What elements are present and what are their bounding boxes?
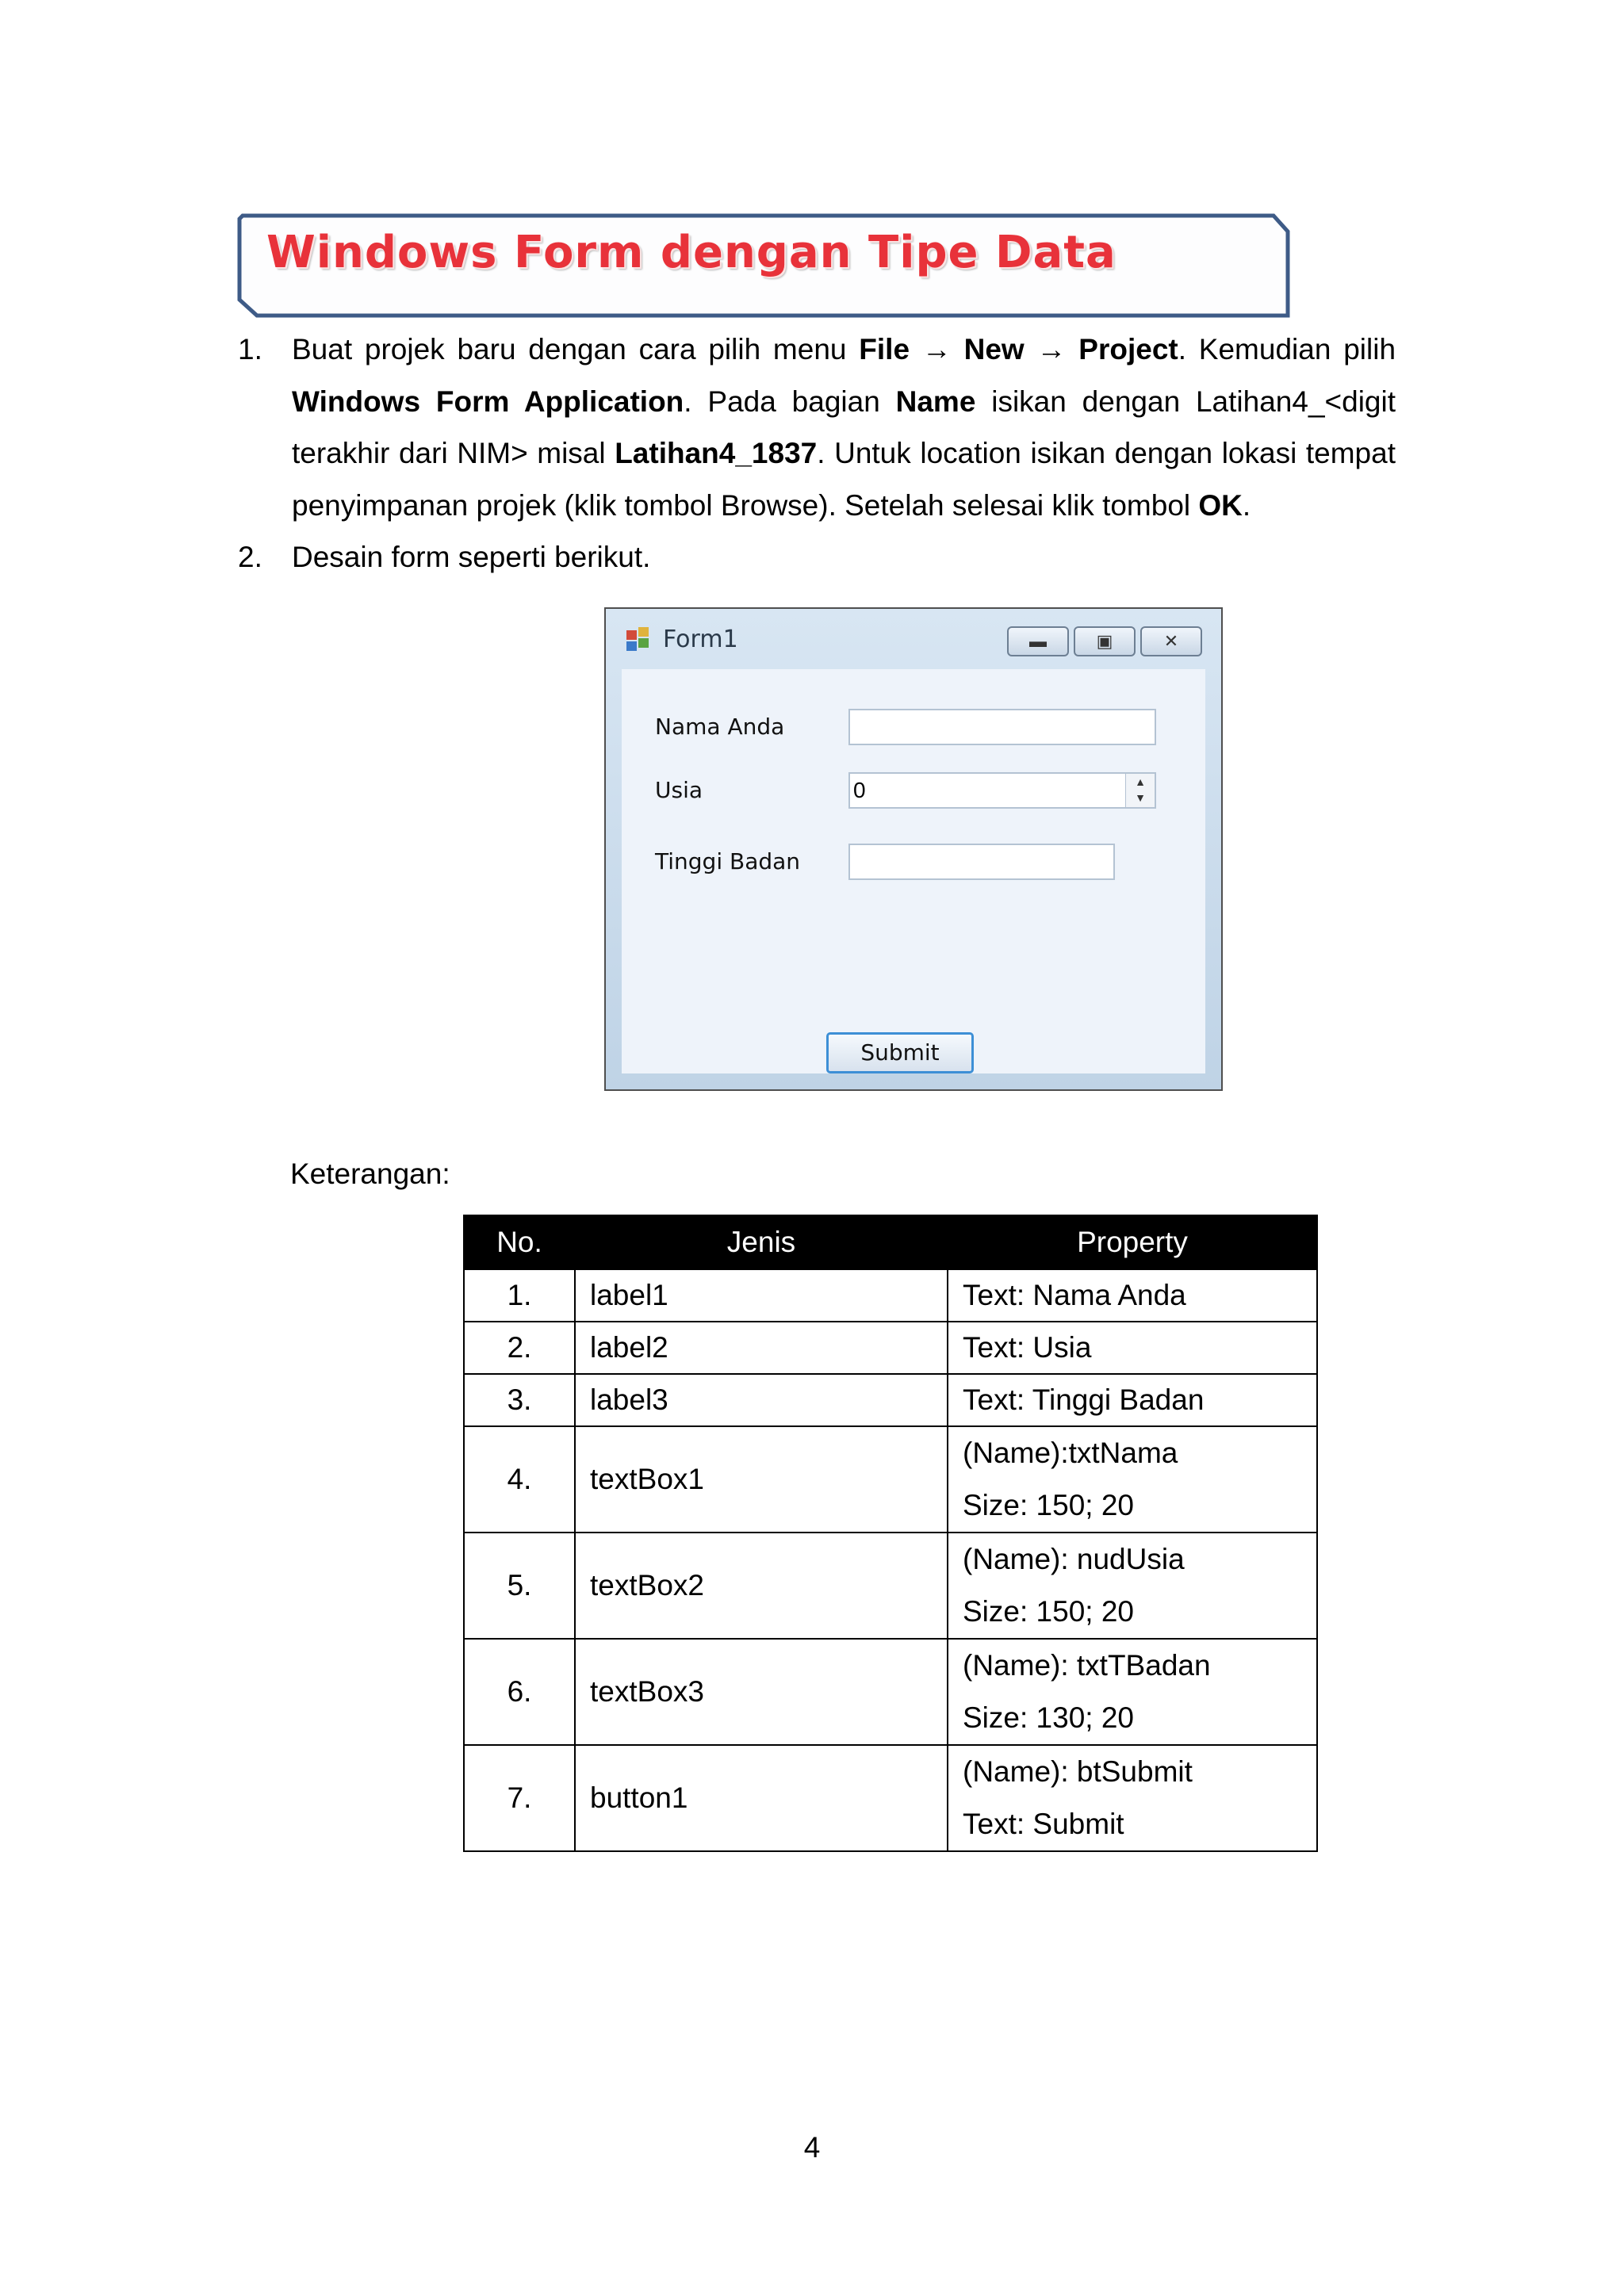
table-row: 3. label3 Text: Tinggi Badan	[464, 1374, 1317, 1426]
table-row: 5. textBox2 (Name): nudUsia Size: 150; 20	[464, 1533, 1317, 1639]
header-property: Property	[948, 1215, 1317, 1269]
keterangan-label: Keterangan:	[290, 1158, 450, 1190]
txtnama-input[interactable]	[848, 709, 1156, 745]
submit-button[interactable]: Submit	[826, 1032, 974, 1073]
table-row: 7. button1 (Name): btSubmit Text: Submit	[464, 1745, 1317, 1851]
list-item: 1. Buat projek baru dengan cara pilih menu File → New → Project. Kemudian pilih Windows Form Application. Pada bagian Name isikan dengan Latihan4_<digit terakhir dari NIM> misal Latihan4_1837. Untuk location isikan dengan lokasi tempat penyimpanan projek (klik tombol Browse). Setelah selesai klik tombol OK.	[238, 323, 1396, 531]
minimize-icon[interactable]: ▬	[1007, 626, 1069, 656]
header-jenis: Jenis	[575, 1215, 948, 1269]
list-number: 2.	[238, 541, 262, 573]
spin-buttons[interactable]	[1125, 774, 1155, 807]
txttbadan-input[interactable]	[848, 844, 1115, 880]
table-header-row	[464, 1215, 1317, 1269]
label-nama: Nama Anda	[655, 714, 785, 740]
nudusia-stepper[interactable]	[848, 772, 1156, 809]
maximize-icon[interactable]: ▣	[1074, 626, 1136, 656]
table-row: 6. textBox3 (Name): txtTBadan Size: 130; 20	[464, 1639, 1317, 1745]
spin-down-icon[interactable]: ▼	[1135, 791, 1146, 804]
form-client-area	[622, 669, 1205, 1073]
form-title: Form1	[663, 625, 738, 653]
instruction-list	[238, 323, 1396, 584]
form-app-icon	[626, 627, 653, 651]
usia-value: 0	[853, 778, 866, 802]
spin-up-icon[interactable]: ▲	[1135, 775, 1146, 788]
header-no: No.	[464, 1215, 575, 1269]
form-title-bar	[626, 622, 738, 656]
table-row: 4. textBox1 (Name):txtNama Size: 150; 20	[464, 1426, 1317, 1533]
properties-table	[463, 1215, 1318, 1852]
page-number: 4	[803, 2131, 821, 2164]
form1-window-screenshot	[604, 607, 1223, 1091]
table-row: 2. label2 Text: Usia	[464, 1322, 1317, 1374]
section-title-banner	[235, 212, 1293, 319]
label-tinggi: Tinggi Badan	[655, 848, 801, 874]
window-controls	[1007, 626, 1202, 656]
label-usia: Usia	[655, 777, 703, 803]
list-number: 1.	[238, 333, 262, 365]
list-item: 2. Desain form seperti berikut.	[238, 531, 1396, 584]
section-title: Windows Form dengan Tipe Data	[266, 227, 1116, 278]
table-row: 1. label1 Text: Nama Anda	[464, 1269, 1317, 1322]
close-icon[interactable]: ✕	[1140, 626, 1202, 656]
